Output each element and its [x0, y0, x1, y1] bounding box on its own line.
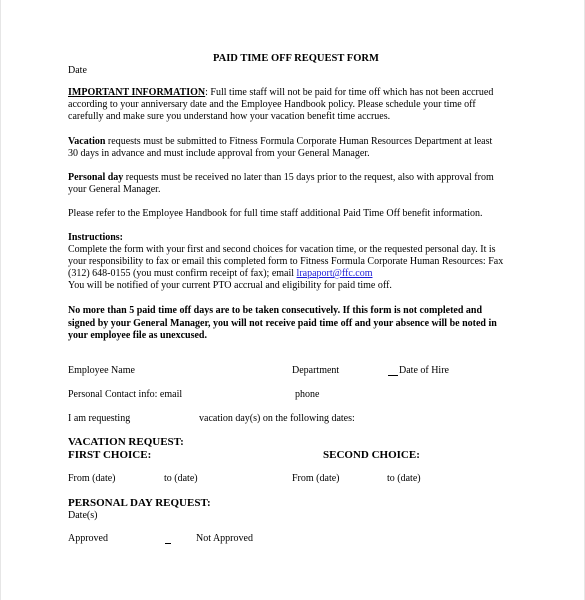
date-label: Date — [68, 65, 87, 76]
instructions-text-3: (312) 648-0155 (you must confirm receipt of fax); email — [68, 268, 297, 279]
contact-email-label: Personal Contact info: email — [68, 389, 183, 400]
vacation-request-heading: VACATION REQUEST: — [68, 436, 184, 448]
handbook-line: Please refer to the Employee Handbook for full time staff additional Paid Time Off benefit information. — [68, 208, 483, 219]
instructions-heading: Instructions: — [68, 232, 124, 243]
phone-label: phone — [295, 389, 320, 400]
vacation-line-2: 30 days in advance and must include approval from your General Manager. — [68, 148, 370, 159]
vacation-heading: Vacation — [68, 136, 106, 147]
important-line-1 — [68, 87, 493, 99]
employee-name-label: Employee Name — [68, 365, 135, 376]
second-from-label: From (date) — [292, 473, 340, 484]
warning-line-2: signed by your General Manager, you will not receive paid time off and your absence will be noted in — [68, 318, 497, 329]
vacation-days-label: vacation day(s) on the following dates: — [199, 413, 355, 424]
hire-date-underline — [388, 375, 398, 376]
personal-dates-label: Date(s) — [68, 510, 98, 521]
vacation-text-1: requests must be submitted to Fitness Formula Corporate Human Resources Department at least — [105, 136, 493, 147]
important-line-2: according to your anniversary date and the Employee Handbook policy. Please schedule your time off — [68, 99, 476, 110]
personal-request-heading: PERSONAL DAY REQUEST: — [68, 497, 211, 509]
instructions-line-4: You will be notified of your current PTO accrual and eligibility for paid time off. — [68, 280, 392, 291]
warning-line-1: No more than 5 paid time off days are to be taken consecutively. If this form is not completed and — [68, 305, 483, 316]
important-line-3: carefully and make sure you understand how your vacation benefit time accrues. — [68, 111, 391, 122]
second-to-label: to (date) — [387, 473, 421, 484]
first-choice-heading: FIRST CHOICE: — [68, 449, 152, 461]
form-title: PAID TIME OFF REQUEST FORM — [213, 53, 379, 64]
first-to-label: to (date) — [164, 473, 198, 484]
important-heading: IMPORTANT INFORMATION — [68, 87, 206, 98]
date-of-hire-label: Date of Hire — [399, 365, 449, 376]
instructions-line-3 — [68, 268, 372, 280]
hr-email-link[interactable]: lrapaport@ffc.com — [296, 268, 373, 279]
department-label: Department — [292, 365, 340, 376]
not-approved-label: Not Approved — [196, 533, 253, 544]
important-text-1: : Full time staff will not be paid for time off which has not been accrued — [205, 87, 494, 98]
instructions-line-2: your responsibility to fax or email this completed form to Fitness Formula Corporate Human Resources: Fax — [68, 256, 504, 267]
instructions-line-1: Complete the form with your first and second choices for vacation time, or the requested personal day. It is — [68, 244, 496, 255]
second-choice-heading: SECOND CHOICE: — [323, 449, 420, 461]
warning-line-3: your employee file as unexcused. — [68, 330, 207, 341]
first-from-label: From (date) — [68, 473, 116, 484]
requesting-label: I am requesting — [68, 413, 131, 424]
approval-underline — [165, 543, 171, 544]
vacation-line-1 — [68, 136, 492, 148]
personal-text-1: requests must be received no later than 15 days prior to the request, also with approval from — [123, 172, 494, 183]
personal-line-2: your General Manager. — [68, 184, 161, 195]
approved-label: Approved — [68, 533, 108, 544]
personal-heading: Personal day — [68, 172, 124, 183]
personal-line-1 — [68, 172, 494, 184]
